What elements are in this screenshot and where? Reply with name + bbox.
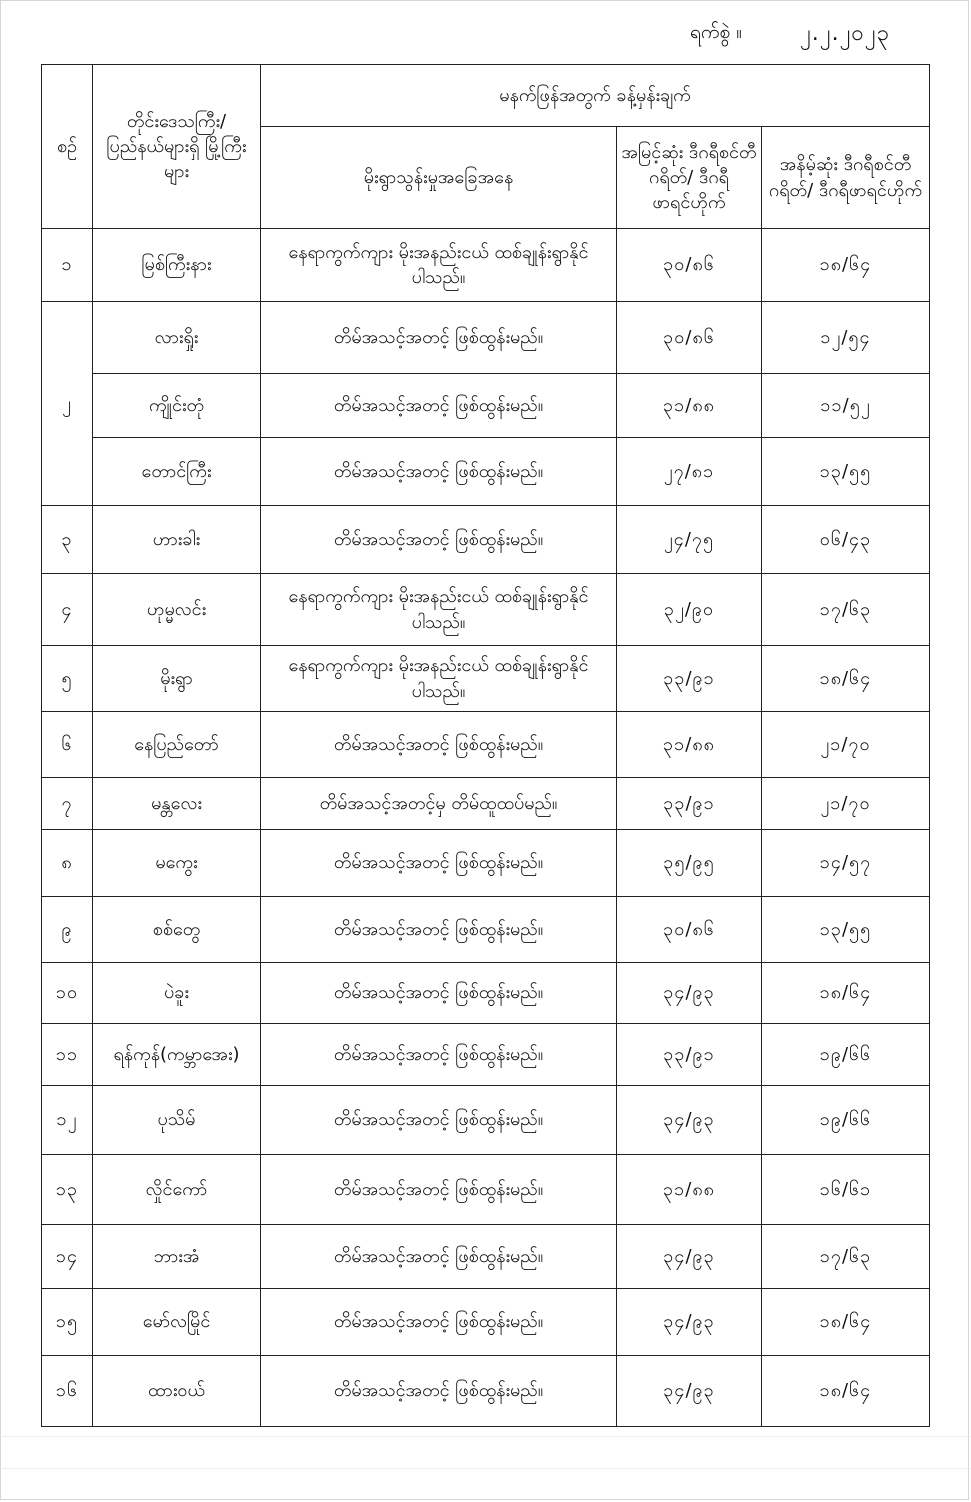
serial-cell: ၁၃ xyxy=(42,1155,93,1225)
date-row xyxy=(690,18,910,50)
header-forecast-group: မနက်ဖြန်အတွက် ခန့်မှန်းချက် xyxy=(261,65,930,127)
table-row xyxy=(42,229,930,302)
table-row xyxy=(42,963,930,1024)
min-temp-cell: ၁၇/၆၃ xyxy=(762,574,930,646)
serial-cell: ၁၄ xyxy=(42,1225,93,1289)
serial-cell: ၃ xyxy=(42,506,93,574)
city-cell: မော်လမြိုင် xyxy=(93,1289,261,1356)
weather-cell: တိမ်အသင့်အတင့် ဖြစ်ထွန်းမည်။ xyxy=(261,963,617,1024)
min-temp-cell: ၁၉/၆၆ xyxy=(762,1024,930,1086)
table-row xyxy=(42,897,930,963)
header-serial: စဉ် xyxy=(42,65,93,229)
min-temp-cell: ၁၃/၅၅ xyxy=(762,897,930,963)
weather-cell: တိမ်အသင့်အတင့် ဖြစ်ထွန်းမည်။ xyxy=(261,712,617,778)
min-temp-cell: ၁၈/၆၄ xyxy=(762,963,930,1024)
max-temp-cell: ၃၄/၉၃ xyxy=(617,1356,762,1427)
max-temp-cell: ၃၀/၈၆ xyxy=(617,897,762,963)
min-temp-cell: ၁၉/၆၆ xyxy=(762,1086,930,1155)
weather-cell: တိမ်အသင့်အတင့် ဖြစ်ထွန်းမည်။ xyxy=(261,1356,617,1427)
table-row xyxy=(42,646,930,712)
city-cell: မန္တလေး xyxy=(93,778,261,830)
serial-cell: ၁၂ xyxy=(42,1086,93,1155)
serial-cell: ၇ xyxy=(42,778,93,830)
min-temp-cell: ၁၈/၆၄ xyxy=(762,646,930,712)
weather-cell: နေရာကွက်ကျား မိုးအနည်းငယ် ထစ်ချုန်းရွာနိုင်ပါသည်။ xyxy=(261,574,617,646)
min-temp-cell: ၂၁/၇၀ xyxy=(762,712,930,778)
table-row xyxy=(42,506,930,574)
weather-cell: နေရာကွက်ကျား မိုးအနည်းငယ် ထစ်ချုန်းရွာနိုင်ပါသည်။ xyxy=(261,229,617,302)
max-temp-cell: ၃၃/၉၁ xyxy=(617,646,762,712)
weather-cell: တိမ်အသင့်အတင့် ဖြစ်ထွန်းမည်။ xyxy=(261,302,617,374)
min-temp-cell: ၁၈/၆၄ xyxy=(762,1356,930,1427)
city-cell: လားရှိုး xyxy=(93,302,261,374)
min-temp-cell: ၁၆/၆၁ xyxy=(762,1155,930,1225)
min-temp-cell: ၁၇/၆၃ xyxy=(762,1225,930,1289)
max-temp-cell: ၃၁/၈၈ xyxy=(617,1155,762,1225)
weather-cell: တိမ်အသင့်အတင့် ဖြစ်ထွန်းမည်။ xyxy=(261,1086,617,1155)
max-temp-cell: ၃၁/၈၈ xyxy=(617,374,762,438)
serial-cell: ၁၁ xyxy=(42,1024,93,1086)
max-temp-cell: ၃၀/၈၆ xyxy=(617,302,762,374)
weather-cell: တိမ်အသင့်အတင့် ဖြစ်ထွန်းမည်။ xyxy=(261,897,617,963)
table-row xyxy=(42,778,930,830)
weather-cell: တိမ်အသင့်အတင့် ဖြစ်ထွန်းမည်။ xyxy=(261,438,617,506)
table-row xyxy=(42,1289,930,1356)
city-cell: ဟားခါး xyxy=(93,506,261,574)
table-row xyxy=(42,1155,930,1225)
min-temp-cell: ၁၂/၅၄ xyxy=(762,302,930,374)
weather-cell: တိမ်အသင့်အတင့်မှ တိမ်ထူထပ်မည်။ xyxy=(261,778,617,830)
max-temp-cell: ၃၃/၉၁ xyxy=(617,778,762,830)
max-temp-cell: ၃၄/၉၃ xyxy=(617,1289,762,1356)
city-cell: မြစ်ကြီးနား xyxy=(93,229,261,302)
min-temp-cell: ၁၄/၅၇ xyxy=(762,830,930,897)
min-temp-cell: ၁၃/၅၅ xyxy=(762,438,930,506)
city-cell: ပုသိမ် xyxy=(93,1086,261,1155)
city-cell: ဟုမ္မလင်း xyxy=(93,574,261,646)
serial-cell: ၅ xyxy=(42,646,93,712)
max-temp-cell: ၂၄/၇၅ xyxy=(617,506,762,574)
max-temp-cell: ၃၄/၉၃ xyxy=(617,1086,762,1155)
serial-cell: ၁၆ xyxy=(42,1356,93,1427)
table-row xyxy=(42,438,930,506)
weather-cell: တိမ်အသင့်အတင့် ဖြစ်ထွန်းမည်။ xyxy=(261,1225,617,1289)
date-label: ရက်စွဲ ။ xyxy=(690,21,742,43)
city-cell: မကွေး xyxy=(93,830,261,897)
city-cell: နေပြည်တော် xyxy=(93,712,261,778)
city-cell: လှိုင်ကော် xyxy=(93,1155,261,1225)
table-row xyxy=(42,712,930,778)
city-cell: မိုးရွာ xyxy=(93,646,261,712)
city-cell: တောင်ကြီး xyxy=(93,438,261,506)
header-weather: မိုးရွာသွန်းမှုအခြေအနေ xyxy=(261,127,617,229)
max-temp-cell: ၃၀/၈၆ xyxy=(617,229,762,302)
weather-cell: တိမ်အသင့်အတင့် ဖြစ်ထွန်းမည်။ xyxy=(261,374,617,438)
header-min-temp: အနိမ့်ဆုံး ဒီဂရီစင်တီဂရိတ်/ ဒီဂရီဖာရင်ဟိုက် xyxy=(762,127,930,229)
city-cell: ကျိုင်းတုံ xyxy=(93,374,261,438)
min-temp-cell: ၀၆/၄၃ xyxy=(762,506,930,574)
weather-cell: နေရာကွက်ကျား မိုးအနည်းငယ် ထစ်ချုန်းရွာနိုင်ပါသည်။ xyxy=(261,646,617,712)
max-temp-cell: ၃၃/၉၁ xyxy=(617,1024,762,1086)
city-cell: စစ်တွေ xyxy=(93,897,261,963)
city-cell: ဘားအံ xyxy=(93,1225,261,1289)
weather-cell: တိမ်အသင့်အတင့် ဖြစ်ထွန်းမည်။ xyxy=(261,1289,617,1356)
serial-cell: ၆ xyxy=(42,712,93,778)
weather-cell: တိမ်အသင့်အတင့် ဖြစ်ထွန်းမည်။ xyxy=(261,1024,617,1086)
max-temp-cell: ၃၂/၉၀ xyxy=(617,574,762,646)
serial-cell: ၈ xyxy=(42,830,93,897)
table-row xyxy=(42,830,930,897)
min-temp-cell: ၁၈/၆၄ xyxy=(762,1289,930,1356)
weather-cell: တိမ်အသင့်အတင့် ဖြစ်ထွန်းမည်။ xyxy=(261,830,617,897)
serial-cell: ၁၅ xyxy=(42,1289,93,1356)
table-row xyxy=(42,1086,930,1155)
min-temp-cell: ၁၈/၆၄ xyxy=(762,229,930,302)
weather-cell: တိမ်အသင့်အတင့် ဖြစ်ထွန်းမည်။ xyxy=(261,1155,617,1225)
table-row xyxy=(42,574,930,646)
serial-cell: ၂ xyxy=(42,302,93,506)
forecast-table xyxy=(41,64,930,1427)
city-cell: ထားဝယ် xyxy=(93,1356,261,1427)
divider xyxy=(0,1468,971,1469)
max-temp-cell: ၃၁/၈၈ xyxy=(617,712,762,778)
weather-cell: တိမ်အသင့်အတင့် ဖြစ်ထွန်းမည်။ xyxy=(261,506,617,574)
table-row xyxy=(42,1024,930,1086)
serial-cell: ၄ xyxy=(42,574,93,646)
serial-cell: ၁၀ xyxy=(42,963,93,1024)
date-value: ၂.၂.၂၀၂၃ xyxy=(800,20,890,46)
divider xyxy=(0,1436,971,1437)
header-city: တိုင်းဒေသကြီး/ ပြည်နယ်များရှိ မြို့ကြီးများ xyxy=(93,65,261,229)
max-temp-cell: ၃၅/၉၅ xyxy=(617,830,762,897)
max-temp-cell: ၃၄/၉၃ xyxy=(617,1225,762,1289)
max-temp-cell: ၂၇/၈၁ xyxy=(617,438,762,506)
min-temp-cell: ၂၁/၇၀ xyxy=(762,778,930,830)
table-row xyxy=(42,1225,930,1289)
city-cell: ရန်ကုန်(ကမ္ဘာအေး) xyxy=(93,1024,261,1086)
min-temp-cell: ၁၁/၅၂ xyxy=(762,374,930,438)
table-row xyxy=(42,302,930,374)
serial-cell: ၉ xyxy=(42,897,93,963)
header-max-temp: အမြင့်ဆုံး ဒီဂရီစင်တီဂရိတ်/ ဒီဂရီဖာရင်ဟိုက် xyxy=(617,127,762,229)
table-row xyxy=(42,374,930,438)
city-cell: ပဲခူး xyxy=(93,963,261,1024)
max-temp-cell: ၃၄/၉၃ xyxy=(617,963,762,1024)
serial-cell: ၁ xyxy=(42,229,93,302)
table-row xyxy=(42,1356,930,1427)
